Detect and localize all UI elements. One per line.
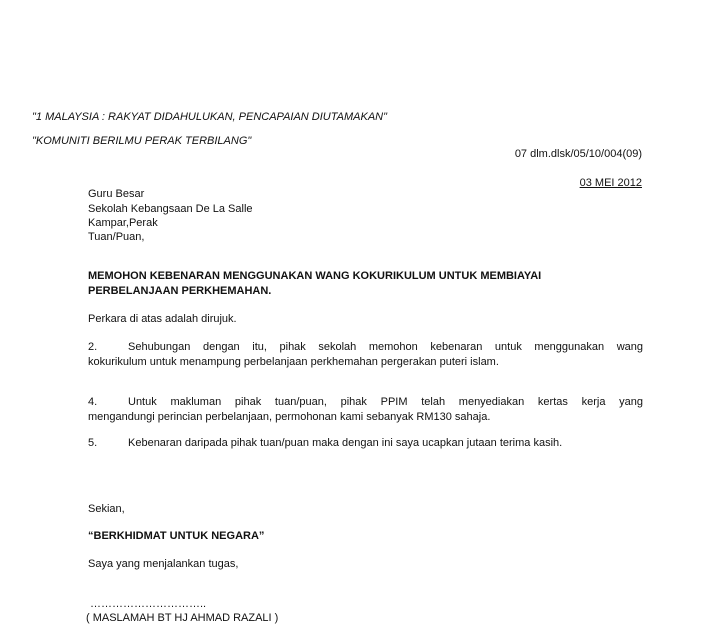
paragraph-5-number: 5. (88, 437, 98, 449)
paragraph-4-number: 4. (88, 396, 98, 408)
closing-duty: Saya yang menjalankan tugas, (88, 558, 239, 570)
subject-line-2: PERBELANJAAN PERKHEMAHAN. (88, 285, 272, 297)
state-motto: "KOMUNITI BERILMU PERAK TERBILANG" (32, 135, 252, 147)
national-motto: "1 MALAYSIA : RAKYAT DIDAHULUKAN, PENCAPAIAN DIUTAMAKAN" (32, 111, 388, 123)
paragraph-4 (88, 395, 643, 425)
reference-number: 07 dlm.dlsk/05/10/004(09) (514, 148, 642, 160)
recipient-city: Kampar,Perak (88, 217, 158, 229)
closing-motto: “BERKHIDMAT UNTUK NEGARA” (88, 530, 265, 542)
paragraph-2-line-1: Sehubungan dengan itu, pihak sekolah memohon kebenaran untuk menggunakan wang (128, 341, 643, 353)
salutation: Tuan/Puan, (88, 231, 145, 243)
signatory-name: ( MASLAMAH BT HJ AHMAD RAZALI ) (86, 612, 279, 624)
letter-date: 03 MEI 2012 (579, 177, 642, 189)
recipient-school: Sekolah Kebangsaan De La Salle (88, 203, 253, 215)
intro-paragraph: Perkara di atas adalah dirujuk. (88, 313, 237, 325)
paragraph-5-text: Kebenaran daripada pihak tuan/puan maka dengan ini saya ucapkan jutaan terima kasih. (128, 437, 563, 449)
signature-line: ………………………….. (90, 598, 207, 610)
recipient-title: Guru Besar (88, 188, 145, 200)
paragraph-2-line-2: kokurikulum untuk menampung perbelanjaan perkhemahan pergerakan puteri islam. (88, 356, 499, 368)
paragraph-4-line-1: Untuk makluman pihak tuan/puan, pihak PPIM telah menyediakan kertas kerja yang (128, 396, 643, 408)
paragraph-4-line-2: mengandungi perincian perbelanjaan, permohonan kami sebanyak RM130 sahaja. (88, 411, 491, 423)
closing-sekian: Sekian, (88, 503, 125, 515)
paragraph-5 (88, 436, 643, 451)
subject-line-1: MEMOHON KEBENARAN MENGGUNAKAN WANG KOKURIKULUM UNTUK MEMBIAYAI (88, 270, 542, 282)
paragraph-2 (88, 340, 643, 370)
paragraph-2-number: 2. (88, 341, 98, 353)
